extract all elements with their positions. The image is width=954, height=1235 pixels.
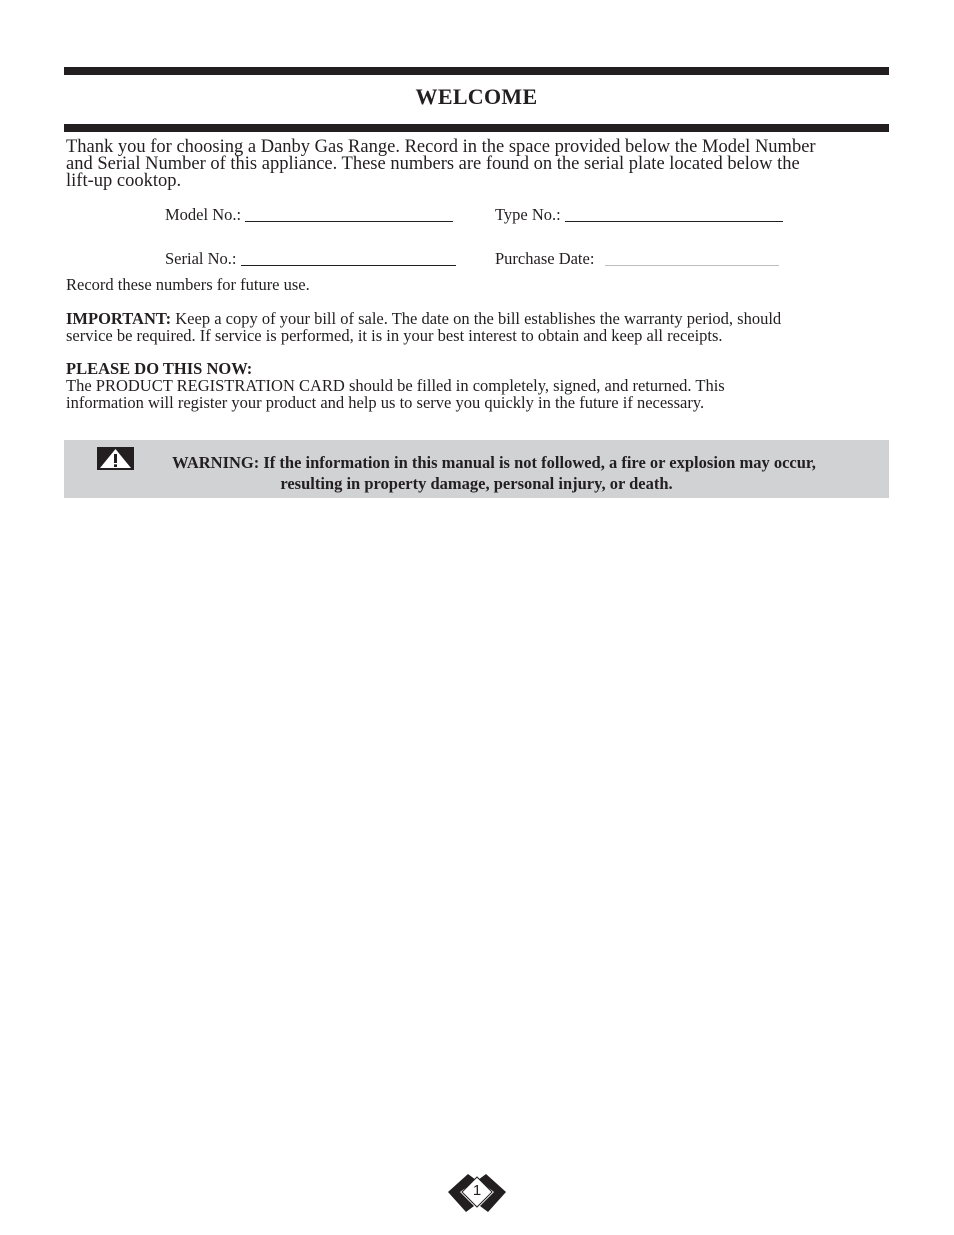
important-label: IMPORTANT: bbox=[66, 309, 172, 328]
serial-number-field bbox=[165, 249, 456, 269]
record-note: Record these numbers for future use. bbox=[66, 275, 310, 294]
serial-number-label: Serial No.: bbox=[165, 249, 237, 268]
page-number: 1 bbox=[472, 1182, 482, 1199]
model-number-blank bbox=[245, 207, 453, 222]
type-number-field bbox=[495, 205, 783, 225]
important-line: service be required. If service is performed, it is in your best interest to obtain and keep all receipts. bbox=[66, 326, 723, 345]
please-heading: PLEASE DO THIS NOW: bbox=[66, 359, 253, 378]
important-paragraph bbox=[66, 310, 888, 344]
intro-paragraph bbox=[66, 139, 888, 190]
type-number-blank bbox=[565, 207, 783, 222]
warning-box bbox=[64, 440, 889, 498]
intro-line: lift-up cooktop. bbox=[66, 171, 182, 191]
intro-line: Thank you for choosing a Danby Gas Range. Record in the space provided below the Model Number bbox=[66, 137, 816, 157]
important-text: Keep a copy of your bill of sale. The date on the bill establishes the warranty period, should bbox=[175, 309, 782, 328]
purchase-date-label: Purchase Date: bbox=[495, 249, 595, 268]
purchase-date-blank bbox=[605, 251, 779, 266]
please-line: information will register your product and help us to serve you quickly in the future if necessary. bbox=[66, 393, 705, 412]
warning-text bbox=[64, 452, 889, 494]
warning-line: WARNING: If the information in this manual is not followed, a fire or explosion may occur, bbox=[172, 453, 816, 472]
please-do-this-paragraph bbox=[66, 360, 888, 411]
intro-line: and Serial Number of this appliance. These numbers are found on the serial plate located below the bbox=[66, 154, 800, 174]
model-number-label: Model No.: bbox=[165, 205, 242, 224]
please-line: The PRODUCT REGISTRATION CARD should be filled in completely, signed, and returned. This bbox=[66, 376, 725, 395]
type-number-label: Type No.: bbox=[495, 205, 561, 224]
header-rule-bottom bbox=[64, 124, 889, 132]
model-number-field bbox=[165, 205, 453, 225]
purchase-date-field bbox=[495, 249, 779, 269]
warning-line: resulting in property damage, personal injury, or death. bbox=[280, 474, 673, 493]
important-line bbox=[66, 310, 888, 327]
serial-number-blank bbox=[241, 251, 456, 266]
header-rule-top bbox=[64, 67, 889, 75]
page-title: WELCOME bbox=[415, 84, 538, 109]
